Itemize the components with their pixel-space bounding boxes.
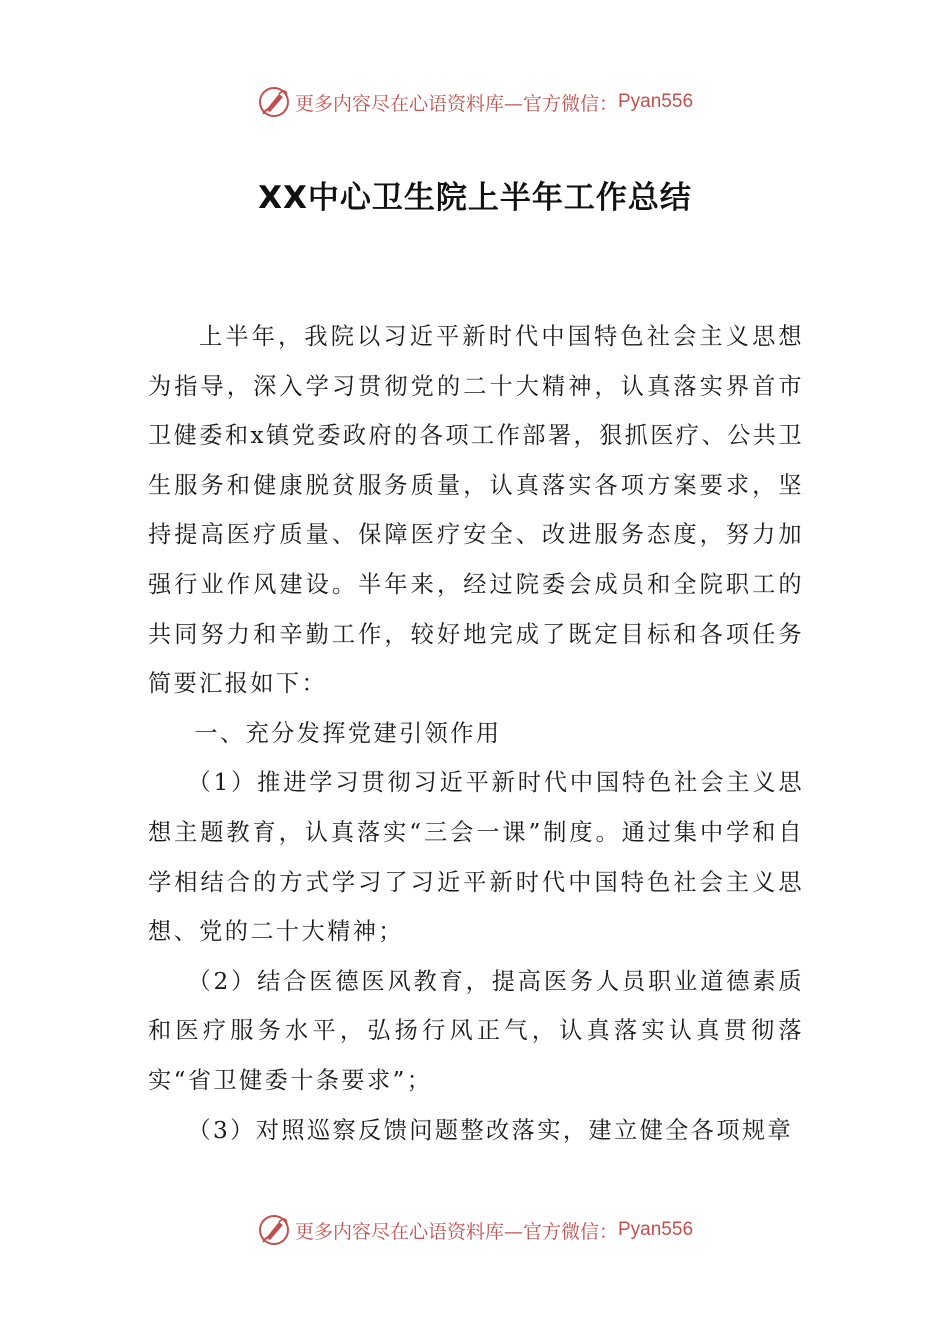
- list-item: （2）结合医德医风教育，提高医务人员职业道德素质和医疗服务水平，弘扬行风正气，认真落实认真贯彻落实“省卫健委十条要求”；: [148, 967, 804, 1094]
- watermark-footer: [0, 1210, 950, 1250]
- intro-paragraph: 上半年，我院以习近平新时代中国特色社会主义思想为指导，深入学习贯彻党的二十大精神，认真落实界首市卫健委和x镇党委政府的各项工作部署，狠抓医疗、公共卫生服务和健康脱贫服务质量，认真落实各项方案要求，坚持提高医疗质量、保障医疗安全、改进服务态度，努力加强行业作风建设。半年来，经过院委会成员和全院职工的共同努力和辛勤工作，较好地完成了既定目标和各项任务简要汇报如下：: [148, 323, 804, 698]
- watermark-wechat-id: Pyan556: [618, 1219, 694, 1240]
- watermark-header: [0, 82, 950, 122]
- watermark-text: 更多内容尽在心语资料库—官方微信：: [294, 1220, 618, 1243]
- section-heading: 一、充分发挥党建引领作用: [194, 719, 502, 747]
- list-item: （3）对照巡察反馈问题整改落实，建立健全各项规章: [187, 1116, 794, 1144]
- watermark-wechat-id: Pyan556: [618, 91, 694, 112]
- quill-pen-logo-icon: [257, 85, 291, 119]
- document-body: [148, 312, 804, 1155]
- list-item: （1）推进学习贯彻习近平新时代中国特色社会主义思想主题教育，认真落实“三会一课”制度。通过集中学和自学相结合的方式学习了习近平新时代中国特色社会主义思想、党的二十大精神；: [148, 769, 804, 946]
- document-title: XX中心卫生院上半年工作总结: [258, 180, 692, 216]
- watermark-text: 更多内容尽在心语资料库—官方微信：: [294, 92, 618, 115]
- quill-pen-logo-icon: [257, 1213, 291, 1247]
